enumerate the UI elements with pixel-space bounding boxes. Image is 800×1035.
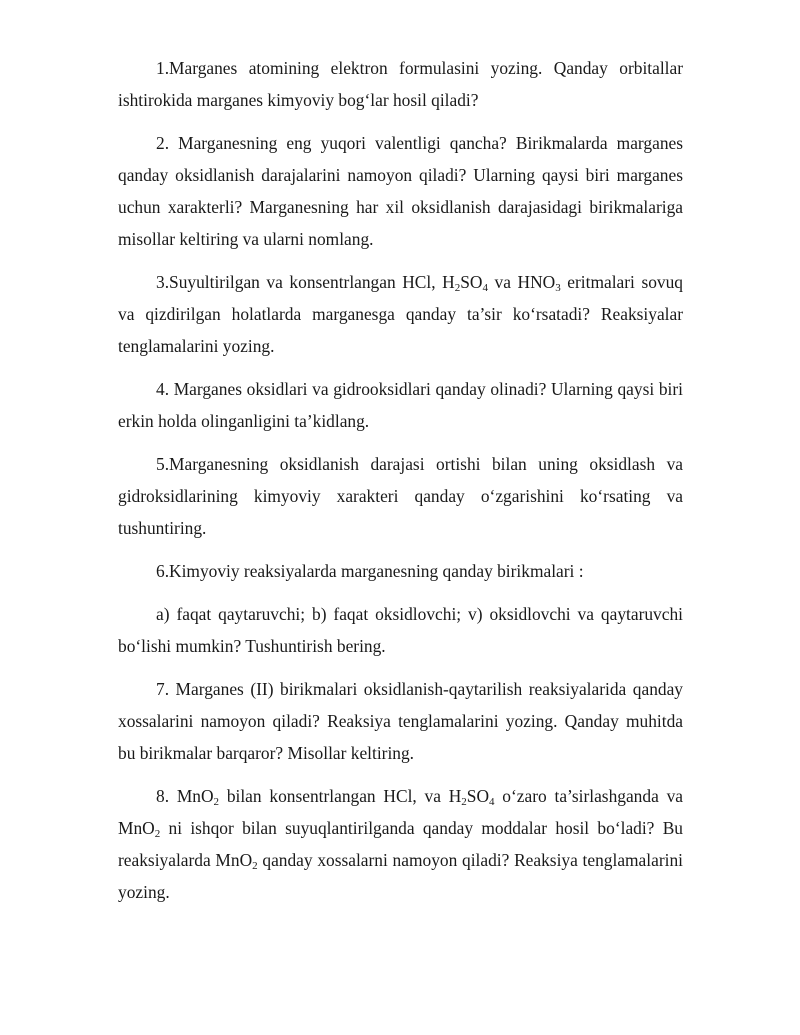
q3-text-d: eritmalari sovuq va qizdirilgan holatlarda marganesga qanday ta’sir ko‘rsatadi? Reaksiyalar tenglamalarini yozing. xyxy=(118,272,683,356)
question-6-options: a) faqat qaytaruvchi; b) faqat oksidlovchi; v) oksidlovchi va qaytaruvchi bo‘lishi mumkin? Tushuntirish bering. xyxy=(118,604,683,656)
question-5: 5.Marganesning oksidlanish darajasi ortishi bilan uning oksidlash va gidroksidlarining kimyoviy xarakteri qanday o‘zgarishini ko‘rsating va tushuntiring. xyxy=(118,454,683,538)
q3-subscript-2: 4 xyxy=(482,282,488,294)
q8-text-e: ni ishqor bilan suyuqlantirilganda qanday moddalar hosil bo‘ladi? Bu reaksiyalarda MnO xyxy=(118,818,683,870)
document-page xyxy=(118,52,683,919)
question-2: 2. Marganesning eng yuqori valentligi qancha? Birikmalarda marganes qanday oksidlanish darajalarini namoyon qiladi? Ularning qaysi biri marganes uchun xarakterli? Marganesning har xil oksidlanish darajasidagi birikmalariga misollar keltiring va ularni nomlang. xyxy=(118,133,683,249)
q8-text-a: 8. MnO xyxy=(156,786,214,806)
q3-text-c: va HNO xyxy=(487,272,556,292)
q3-text-a: 3.Suyultirilgan va konsentrlangan HCl, H xyxy=(156,272,455,292)
q8-text-d: o‘zaro ta’sirlashganda va MnO xyxy=(118,786,683,838)
q8-subscript-1: 2 xyxy=(213,796,220,808)
q8-text-c: SO xyxy=(466,786,490,806)
question-7: 7. Marganes (II) birikmalari oksidlanish-qaytarilish reaksiyalarida qanday xossalarini namoyon qiladi? Reaksiya tenglamalarini yozing. Qanday muhitda bu birikmalar barqaror? Misollar keltiring. xyxy=(118,679,683,763)
q8-subscript-4: 2 xyxy=(154,828,161,840)
question-1: 1.Marganes atomining elektron formulasini yozing. Qanday orbitallar ishtirokida marganes kimyoviy bog‘lar hosil qiladi? xyxy=(118,58,683,110)
q8-text-b: bilan konsentrlangan HCl, va H xyxy=(219,786,462,806)
question-3 xyxy=(118,266,683,362)
q8-subscript-3: 4 xyxy=(489,796,495,808)
q8-text-f: qanday xossalarni namoyon qiladi? Reaksiya tenglamalarini yozing. xyxy=(118,850,683,902)
q8-subscript-2: 2 xyxy=(461,796,467,808)
q3-subscript-1: 2 xyxy=(454,282,461,294)
question-8 xyxy=(118,780,683,908)
question-4: 4. Marganes oksidlari va gidrooksidlari qanday olinadi? Ularning qaysi biri erkin holda olinganligini ta’kidlang. xyxy=(118,379,683,431)
q8-subscript-5: 2 xyxy=(252,860,258,872)
question-6: 6.Kimyoviy reaksiyalarda marganesning qanday birikmalari : xyxy=(156,561,584,581)
q3-text-b: SO xyxy=(460,272,483,292)
q3-subscript-3: 3 xyxy=(555,282,561,294)
